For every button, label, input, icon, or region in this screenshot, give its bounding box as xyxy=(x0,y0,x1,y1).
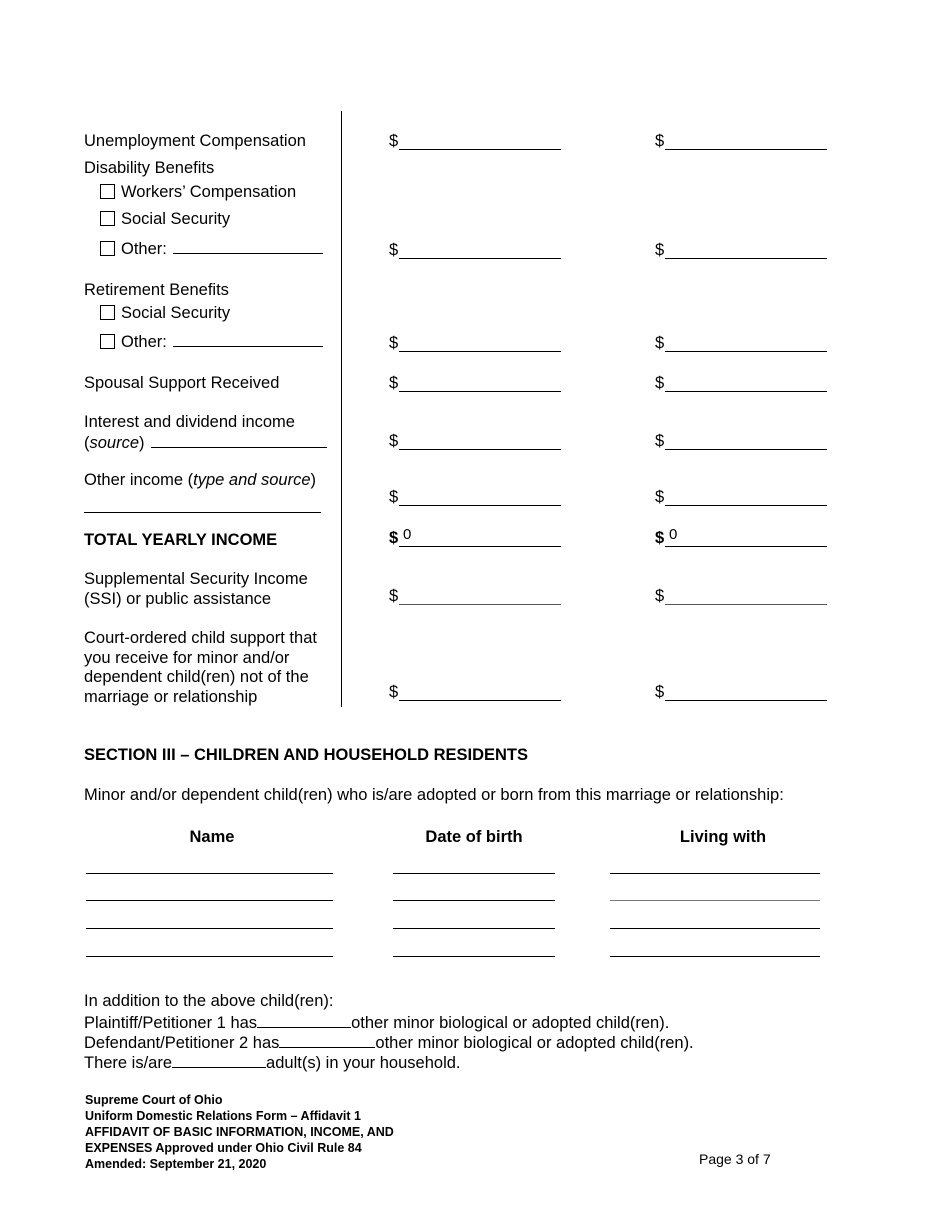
checkbox-disability-social[interactable] xyxy=(100,211,115,226)
plaintiff-children-line: Plaintiff/Petitioner 1 has other minor biological or adopted child(ren). xyxy=(84,1011,669,1033)
option-retirement-other[interactable]: Other: xyxy=(100,330,323,352)
defendant-children-count-field[interactable] xyxy=(279,1031,375,1048)
amount-field-total-col1[interactable]: $ 0 xyxy=(389,528,561,548)
disability-other-field[interactable] xyxy=(173,237,323,254)
option-disability-workers[interactable]: Workers’ Compensation xyxy=(100,182,296,202)
child-living-with-field-2[interactable] xyxy=(610,900,820,901)
label-child-support-line1: Court-ordered child support that xyxy=(84,629,317,647)
amount-field-child-support-col2[interactable]: $ xyxy=(655,682,827,702)
form-footer xyxy=(85,1092,394,1172)
amount-field-ssi-col1[interactable]: $ xyxy=(389,586,561,606)
footer-line-5: Amended: September 21, 2020 xyxy=(85,1157,267,1171)
footer-line-4: EXPENSES Approved under Ohio Civil Rule 84 xyxy=(85,1141,362,1155)
amount-field-other-income-col1[interactable]: $ xyxy=(389,487,561,507)
child-dob-field-3[interactable] xyxy=(393,928,555,929)
amount-field-disability-col1[interactable]: $ xyxy=(389,240,561,260)
child-name-field-4[interactable] xyxy=(86,956,333,957)
label-child-support-line3: dependent child(ren) not of the xyxy=(84,668,309,686)
child-living-with-field-1[interactable] xyxy=(610,873,820,874)
checkbox-retirement-social[interactable] xyxy=(100,305,115,320)
label-interest-source: (source) xyxy=(84,431,327,453)
column-divider xyxy=(341,111,342,707)
label-other-income: Other income (type and source) xyxy=(84,471,317,489)
amount-field-retirement-col1[interactable]: $ xyxy=(389,333,561,353)
label-ssi-line1: Supplemental Security Income xyxy=(84,570,308,588)
page-number: Page 3 of 7 xyxy=(699,1151,771,1167)
label-ssi-line2: (SSI) or public assistance xyxy=(84,590,272,608)
label-child-support-line2: you receive for minor and/or xyxy=(84,649,290,667)
amount-field-spousal-col2[interactable]: $ xyxy=(655,373,827,393)
child-name-field-2[interactable] xyxy=(86,900,333,901)
amount-field-ssi-col2[interactable]: $ xyxy=(655,586,827,606)
column-header-date-of-birth: Date of birth xyxy=(425,828,523,846)
label-disability: Disability Benefits xyxy=(84,159,215,177)
section-3-intro: Minor and/or dependent child(ren) who is/are adopted or born from this marriage or relationship: xyxy=(84,786,784,804)
label-spousal-support: Spousal Support Received xyxy=(84,374,280,392)
amount-field-retirement-col2[interactable]: $ xyxy=(655,333,827,353)
amount-field-spousal-col1[interactable]: $ xyxy=(389,373,561,393)
child-name-field-3[interactable] xyxy=(86,928,333,929)
amount-field-interest-col2[interactable]: $ xyxy=(655,431,827,451)
amount-field-total-col2[interactable]: $ 0 xyxy=(655,528,827,548)
checkbox-disability-other[interactable] xyxy=(100,241,115,256)
total-value-col2: 0 xyxy=(669,526,678,543)
plaintiff-children-count-field[interactable] xyxy=(257,1011,351,1028)
retirement-other-field[interactable] xyxy=(173,330,323,347)
amount-field-other-income-col2[interactable]: $ xyxy=(655,487,827,507)
amount-field-unemployment-col1[interactable]: $ xyxy=(389,131,561,151)
amount-field-unemployment-col2[interactable]: $ xyxy=(655,131,827,151)
label-child-support-line4: marriage or relationship xyxy=(84,688,258,706)
option-disability-other[interactable]: Other: xyxy=(100,237,323,259)
addition-intro: In addition to the above child(ren): xyxy=(84,992,334,1010)
interest-source-field[interactable] xyxy=(151,431,327,448)
footer-line-2: Uniform Domestic Relations Form – Affidavit 1 xyxy=(85,1109,361,1123)
child-dob-field-2[interactable] xyxy=(393,900,555,901)
child-living-with-field-4[interactable] xyxy=(610,956,820,957)
checkbox-retirement-other[interactable] xyxy=(100,334,115,349)
label-interest-dividend: Interest and dividend income xyxy=(84,413,295,431)
child-dob-field-4[interactable] xyxy=(393,956,555,957)
adults-household-line: There is/are adult(s) in your household. xyxy=(84,1051,461,1073)
other-income-source-field[interactable] xyxy=(84,512,321,513)
section-3-title: SECTION III – CHILDREN AND HOUSEHOLD RESIDENTS xyxy=(84,746,529,764)
checkbox-disability-workers[interactable] xyxy=(100,184,115,199)
amount-field-child-support-col1[interactable]: $ xyxy=(389,682,561,702)
footer-line-3: AFFIDAVIT OF BASIC INFORMATION, INCOME, AND xyxy=(85,1125,394,1139)
child-living-with-field-3[interactable] xyxy=(610,928,820,929)
column-header-name: Name xyxy=(189,828,235,846)
child-dob-field-1[interactable] xyxy=(393,873,555,874)
footer-line-1: Supreme Court of Ohio xyxy=(85,1093,223,1107)
amount-field-interest-col1[interactable]: $ xyxy=(389,431,561,451)
option-retirement-social[interactable]: Social Security xyxy=(100,303,230,323)
amount-field-disability-col2[interactable]: $ xyxy=(655,240,827,260)
total-value-col1: 0 xyxy=(403,526,412,543)
column-header-living-with: Living with xyxy=(679,828,767,846)
label-total-yearly-income: TOTAL YEARLY INCOME xyxy=(84,531,278,549)
child-name-field-1[interactable] xyxy=(86,873,333,874)
defendant-children-line: Defendant/Petitioner 2 has other minor biological or adopted child(ren). xyxy=(84,1031,694,1053)
label-unemployment: Unemployment Compensation xyxy=(84,132,306,150)
adults-count-field[interactable] xyxy=(172,1051,266,1068)
option-disability-social[interactable]: Social Security xyxy=(100,209,230,229)
label-retirement: Retirement Benefits xyxy=(84,281,229,299)
